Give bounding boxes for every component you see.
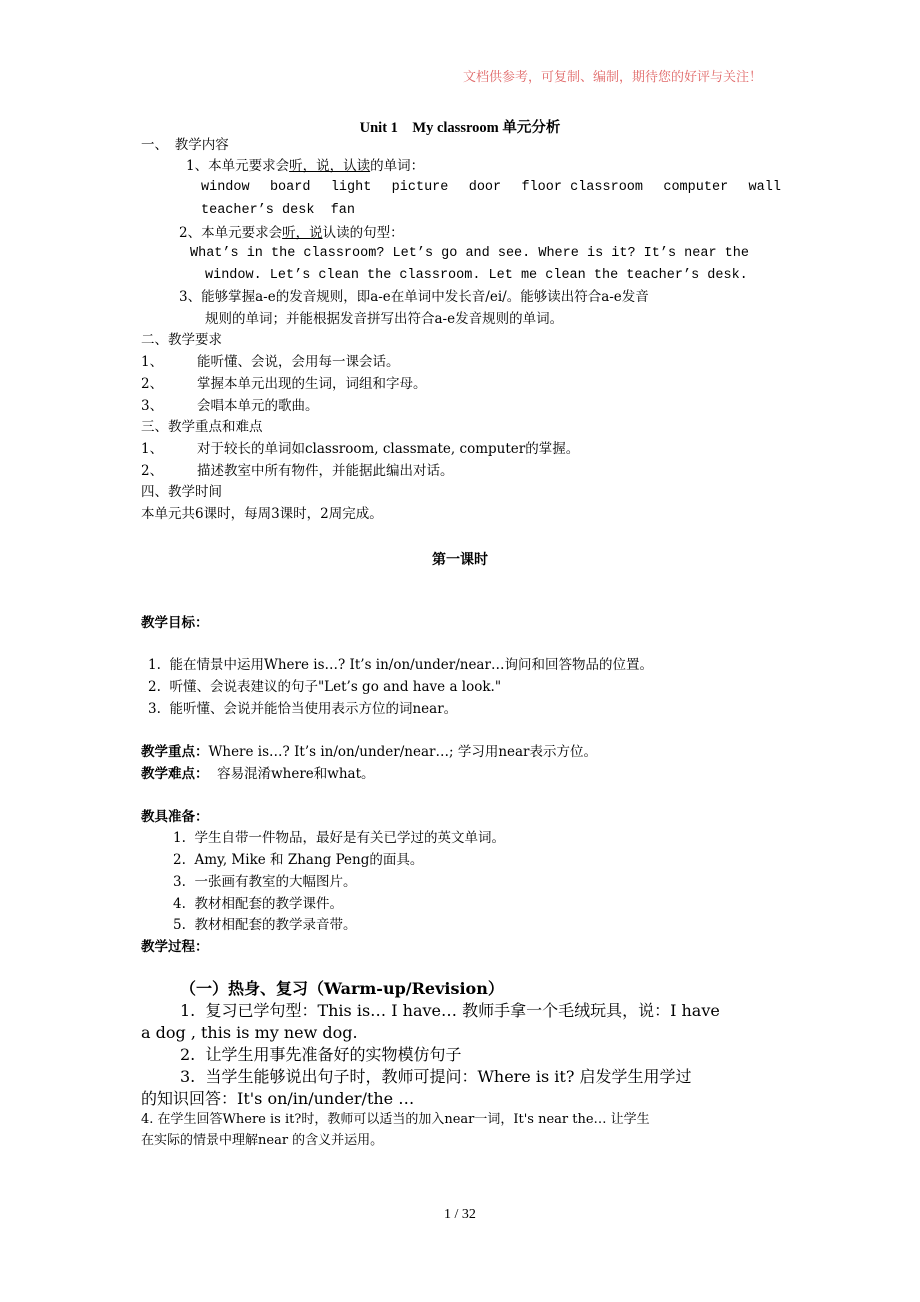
list-item-number: 1、 <box>141 354 164 370</box>
section1-item3-line2: 规则的单词；并能根据发音拼写出符合a-e发音规则的单词。 <box>205 311 564 327</box>
vocabulary-row2: teacher’s desk fan <box>201 203 355 218</box>
prep-heading: 教具准备： <box>141 809 209 825</box>
list-item-number: 2、 <box>141 376 164 392</box>
section1-heading: 一、 教学内容 <box>141 137 229 153</box>
section1-item1 <box>186 157 424 175</box>
section4-text: 本单元共6课时，每周3课时，2周完成。 <box>141 506 383 522</box>
word: picture <box>391 180 449 195</box>
list-item-number: 3、 <box>141 398 164 414</box>
step3-line2: 的知识回答：It's on/in/under/the … <box>141 1089 415 1108</box>
objective-item: 1. 能在情景中运用Where is…? It’s in/on/under/near…询问和回答物品的位置。 <box>148 657 653 673</box>
list-item-text: 会唱本单元的歌曲。 <box>197 398 319 414</box>
word: computer <box>663 180 729 195</box>
step1-line2: a dog , this is my new dog. <box>141 1023 358 1042</box>
lesson-title: 第一课时 <box>432 552 488 568</box>
item1-suffix: 的单词： <box>370 158 425 174</box>
item1-prefix: 1、本单元要求会 <box>186 158 290 174</box>
step1-line1: 1. 复习已学句型：This is… I have… 教师手拿一个毛绒玩具，说：I have <box>180 1001 720 1020</box>
key-point-text: Where is…? It’s in/on/under/near…; 学习用near表示方位。 <box>208 744 598 760</box>
list-item-text: 对于较长的单词如classroom, classmate, computer的掌握。 <box>197 441 580 457</box>
word: board <box>269 180 311 195</box>
sentence-line: What’s in the classroom? Let’s go and see. Where is it? It’s near the <box>190 246 749 261</box>
item2-underlined: 听，说 <box>282 225 323 241</box>
header-note: 文档供参考，可复制、编制，期待您的好评与关注！ <box>463 70 763 85</box>
list-item-text: 描述教室中所有物件，并能据此编出对话。 <box>197 463 454 479</box>
difficulty <box>141 765 375 783</box>
step4-line2: 在实际的情景中理解near 的含义并运用。 <box>141 1133 384 1148</box>
item2-suffix: 认读的句型： <box>322 225 404 241</box>
section1-item2 <box>179 224 404 242</box>
section4-heading: 四、教学时间 <box>141 484 222 500</box>
list-item-number: 1、 <box>141 441 164 457</box>
difficulty-text: 容易混淆where和what。 <box>208 766 375 782</box>
section2-heading: 二、教学要求 <box>141 332 222 348</box>
item1-underlined: 听，说，认读 <box>289 158 371 174</box>
prep-item: 3. 一张画有教室的大幅图片。 <box>173 874 357 890</box>
word: door <box>468 180 502 195</box>
document-title: Unit 1 My classroom 单元分析 <box>359 120 561 136</box>
prep-item: 4. 教材相配套的教学课件。 <box>173 896 343 912</box>
part1-title: （一）热身、复习（Warm-up/Revision） <box>180 979 504 998</box>
list-item-text: 掌握本单元出现的生词，词组和字母。 <box>197 376 427 392</box>
step4-line1: 4. 在学生回答Where is it?时，教师可以适当的加入near一词，It's near the… 让学生 <box>141 1112 650 1127</box>
key-point-label: 教学重点： <box>141 744 209 760</box>
step2: 2. 让学生用事先准备好的实物模仿句子 <box>180 1045 462 1064</box>
objectives-heading: 教学目标： <box>141 615 209 631</box>
sentence-line: window. Let’s clean the classroom. Let me clean the teacher’s desk. <box>205 268 748 283</box>
objective-item: 3. 能听懂、会说并能恰当使用表示方位的词near。 <box>148 701 458 717</box>
difficulty-label: 教学难点： <box>141 766 209 782</box>
word: wall <box>748 180 781 195</box>
word: light <box>330 180 372 195</box>
prep-item: 1. 学生自带一件物品，最好是有关已学过的英文单词。 <box>173 830 505 846</box>
section3-heading: 三、教学重点和难点 <box>141 419 263 435</box>
prep-item: 5. 教材相配套的教学录音带。 <box>173 917 357 933</box>
step3-line1: 3. 当学生能够说出句子时，教师可提问：Where is it? 启发学生用学过 <box>180 1067 692 1086</box>
vocabulary-row1 <box>201 180 781 195</box>
word: window <box>201 180 250 195</box>
objective-item: 2. 听懂、会说表建议的句子"Let’s go and have a look." <box>148 679 502 695</box>
word: floor classroom <box>521 180 644 195</box>
page-number: 1 / 32 <box>444 1207 476 1222</box>
process-heading: 教学过程： <box>141 939 209 955</box>
list-item-number: 2、 <box>141 463 164 479</box>
section1-item3-line1: 3、能够掌握a-e的发音规则，即a-e在单词中发长音/ei/。能够读出符合a-e发音 <box>179 289 649 305</box>
list-item-text: 能听懂、会说，会用每一课会话。 <box>197 354 400 370</box>
item2-prefix: 2、本单元要求会 <box>179 225 283 241</box>
prep-item: 2. Amy, Mike 和 Zhang Peng的面具。 <box>173 852 424 868</box>
key-point <box>141 743 597 761</box>
